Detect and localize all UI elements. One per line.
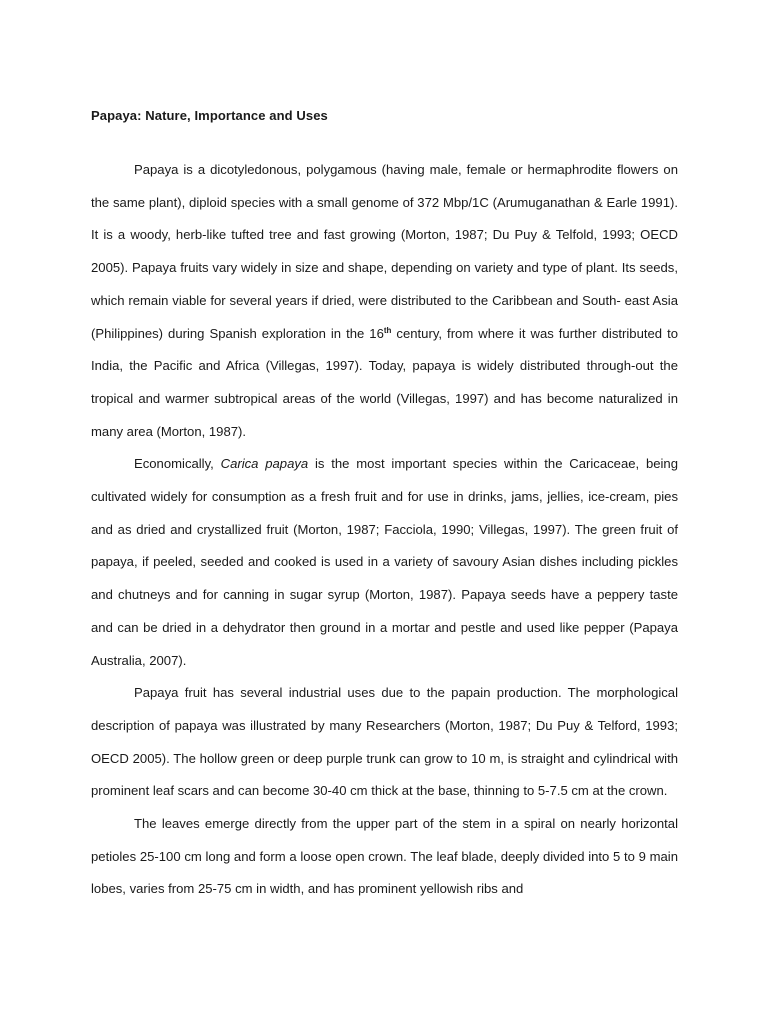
species-name: Carica papaya xyxy=(220,456,309,472)
paragraph-economics xyxy=(91,448,678,677)
paragraph-text: Papaya fruit has several industrial uses due to the papain production. The morphological description of papaya was illustrated by many Researchers (Morton, 1987; Du Puy & Telford, 1993; OECD 2005). The hollow green or deep purple trunk can grow to 10 m, is straight and cylindrical with prominent leaf scars and can become 30-40 cm thick at the base, thinning to 5-7.5 cm at the crown. xyxy=(91,685,678,799)
paragraph-text: The leaves emerge directly from the upper part of the stem in a spiral on nearly horizontal petioles 25-100 cm long and form a loose open crown. The leaf blade, deeply divided into 5 to 9 main lobes, varies from 25-75 cm in width, and has prominent yellowish ribs and xyxy=(91,816,678,897)
paragraph-text: is the most important species within the Caricaceae, being cultivated widely for consumption as a fresh fruit and for use in drinks, jams, jellies, ice-cream, pies and as dried and crystallized fruit (Morton, 1987; Facciola, 1990; Villegas, 1997). The green fruit of papaya, if peeled, seeded and cooked is used in a variety of savoury Asian dishes including pickles and chutneys and for canning in sugar syrup (Morton, 1987). Papaya seeds have a peppery taste and can be dried in a dehydrator then ground in a mortar and pestle and used like pepper (Papaya Australia, 2007). xyxy=(91,456,678,668)
paragraph-text: century, from where it was further distributed to India, the Pacific and Africa (Villegas, 1997). Today, papaya is widely distributed through-out the tropical and warmer subtropical areas of the world (Villegas, 1997) and has become naturalized in many area (Morton, 1987). xyxy=(91,325,678,439)
paragraph-text: Economically, xyxy=(134,456,221,472)
paragraph-genome xyxy=(91,154,678,448)
paragraph-morphology xyxy=(91,677,678,808)
document-title: Papaya: Nature, Importance and Uses xyxy=(91,108,328,123)
paragraph-leaves xyxy=(91,808,678,906)
paragraph-text: Papaya is a dicotyledonous, polygamous (having male, female or hermaphrodite flowers on the same plant), diploid species with a small genome of 372 Mbp/1C (Arumuganathan & Earle 1991). It is a woody, herb-like tufted tree and fast growing (Morton, 1987; Du Puy & Telfold, 1993; OECD 2005). Papaya fruits vary widely in size and shape, depending on variety and type of plant. Its seeds, which remain viable for several years if dried, were distributed to the Caribbean and South- east Asia (Philippines) during Spanish exploration in the 16 xyxy=(91,162,678,341)
superscript-ordinal: th xyxy=(383,325,392,335)
document-body xyxy=(91,154,678,906)
